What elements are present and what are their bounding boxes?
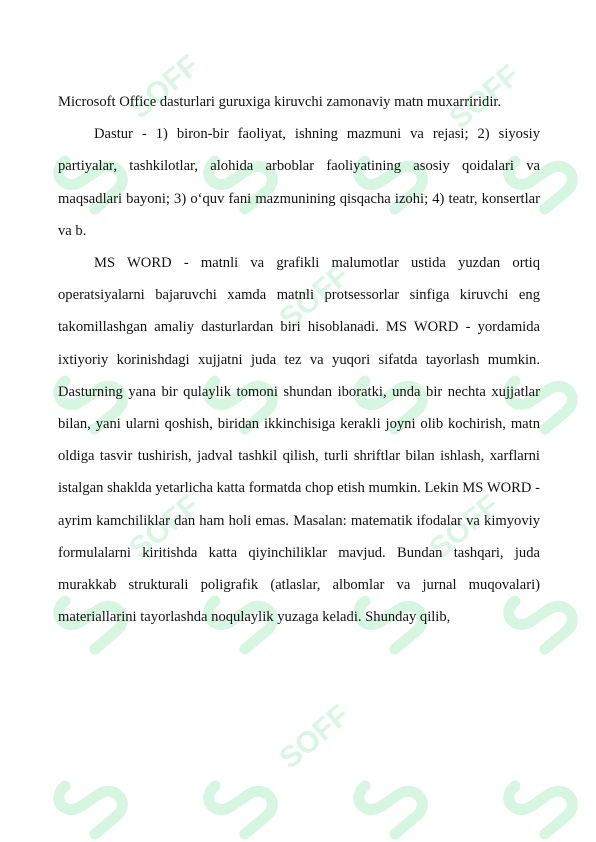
paragraph-intro: Microsoft Office dasturlari guruxiga kiruvchi zamonaviy matn muxarriridir. <box>58 94 502 110</box>
watermark-text: SOFF <box>423 488 506 566</box>
watermark-logo-icon <box>354 764 428 839</box>
watermark-text: SOFF <box>273 258 356 336</box>
watermark-logo-icon <box>504 764 578 839</box>
watermark-text: SOFF <box>123 488 206 566</box>
watermark-logo-icon <box>54 764 128 839</box>
watermark-text: SOFF <box>273 698 356 776</box>
document-body <box>58 86 540 633</box>
paragraph-dastur-definition: Dastur - 1) biron-bir faoliyat, ishning mazmuni va rejasi; 2) siyosiy partiyalar, tashkilotlar, alohida arboblar faoliyatining asosiy qoidalari va maqsadlari bayoni; 3) o‘quv fani mazmunining qisqacha izohi; 4) teatr, konsertlar va b. <box>58 126 540 239</box>
watermark-logo-icon <box>204 764 278 839</box>
paragraph-ms-word: MS WORD - matnli va grafikli malumotlar ustida yuzdan ortiq operatsiyalarni bajaruvchi xamda matnli protsessorlar sinfiga kiruvchi eng takomillashgan amaliy dasturlardan biri hisoblanadi. MS WORD - yordamida ixtiyoriy korinishdagi xujjatni juda tez va yuqori sifatda tayorlash mumkin. Dasturning yana bir qulaylik tomoni shundan iboratki, unda bir nechta xujjatlar bilan, yani ularni qoshish, biridan ikkinchisiga kerakli joyni olib kochirish, matn oldiga tasvir tushirish, jadval tashkil qilish, turli shriftlar bilan ishlash, xarflarni istalgan shaklda yetarlicha katta formatda chop etish mumkin. Lekin MS WORD - ayrim kamchiliklar dan ham holi emas. Masalan: matematik ifodalar va kimyoviy formulalarni kiritishda katta qiyinchiliklar mavjud. Bundan tashqari, juda murakkab strukturali poligrafik (atlaslar, albomlar va jurnal muqovalari) materiallarini tayorlashda noqulaylik yuzaga keladi. Shunday qilib, <box>58 255 540 626</box>
watermark-text: SOFF <box>123 48 206 126</box>
watermark-text: SOFF <box>443 58 526 136</box>
